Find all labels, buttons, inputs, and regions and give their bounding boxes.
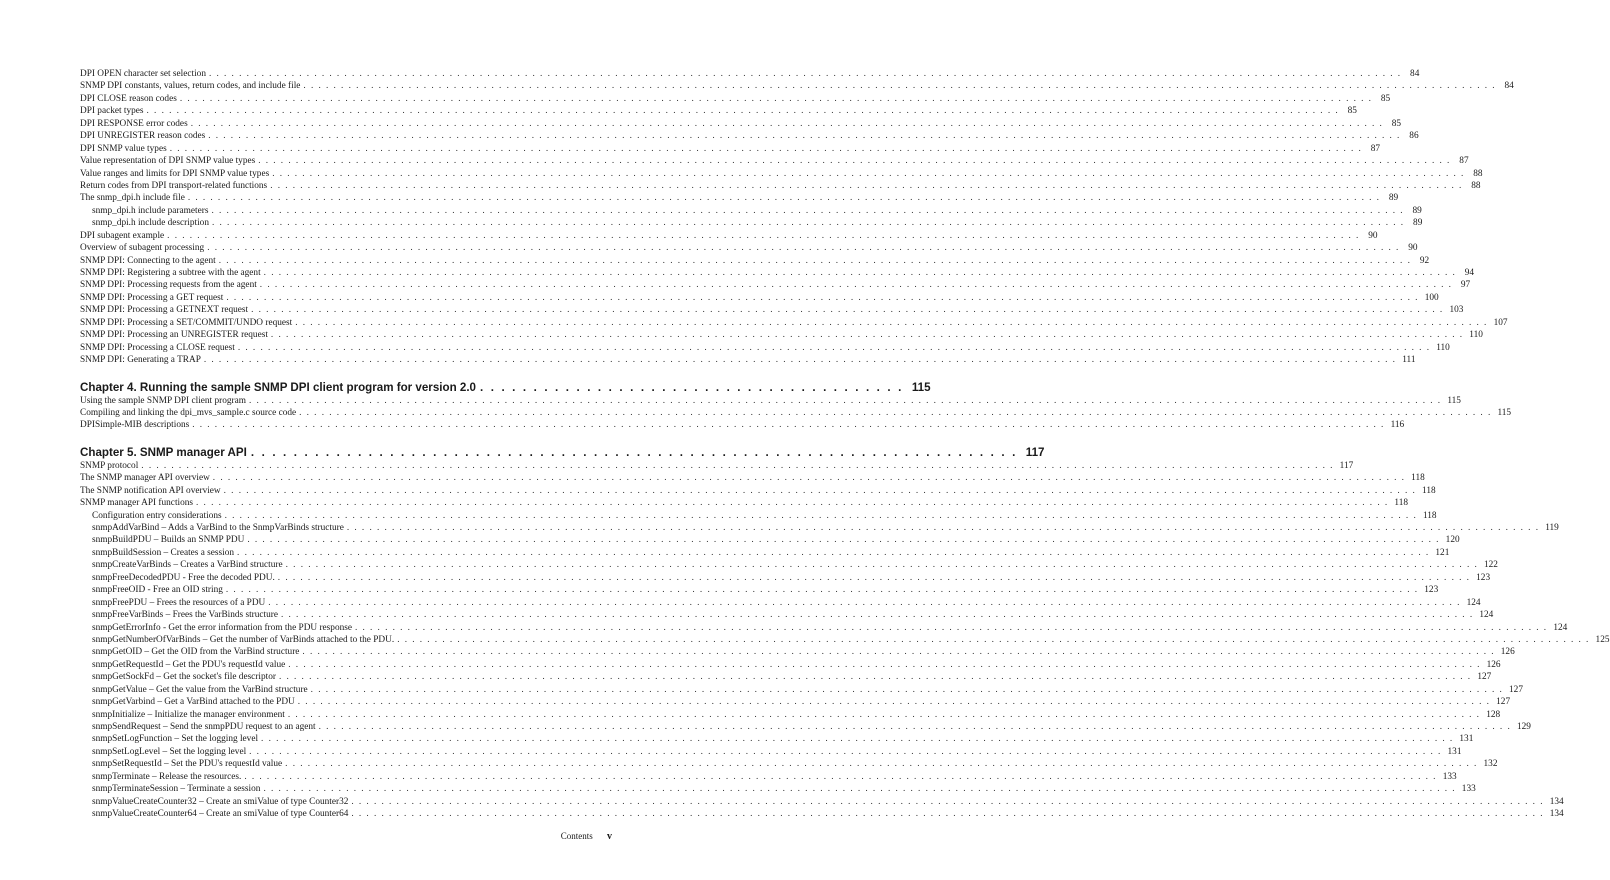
dot-leader: ............................................................................................................................................................... [141,460,1338,471]
toc-entry-page-number: 88 [1471,180,1481,191]
toc-entry-page-number: 118 [1411,473,1425,484]
toc-entry-page-number: 126 [1500,647,1515,658]
toc-entry-page-number: 131 [1459,734,1474,745]
toc-entry-title: snmpSetRequestId – Set the PDU's requestId value [92,759,283,770]
toc-entry-page-number: 115 [1497,407,1512,418]
toc-entry-page-number: 132 [1483,759,1498,770]
toc-entry-title: Configuration entry considerations [92,510,222,521]
toc-entry-title: DPI UNREGISTER reason codes [80,131,206,142]
dot-leader: ............................................................................................................................................................... [179,93,1377,104]
toc-entry-title: snmpGetSockFd – Get the socket's file descriptor [92,672,276,683]
dot-leader: ............................................................................................................................................................... [225,585,1423,596]
toc-entry[interactable] [80,217,1423,229]
chapter-title: Chapter 4. Running the sample SNMP DPI client program for version 2.0 [80,380,476,394]
dot-leader: ............................................................................................................................................................... [223,485,1421,496]
toc-entry-title: SNMP DPI: Processing a GETNEXT request [80,305,249,316]
toc-entry-page-number: 134 [1549,796,1564,807]
toc-entry-page-number: 84 [1504,81,1514,92]
toc-entry-page-number: 110 [1436,342,1450,353]
toc-entry[interactable] [80,622,1568,634]
toc-section-manager-api [80,460,1610,821]
toc-entry[interactable] [80,143,1381,155]
toc-entry[interactable] [80,304,1464,316]
toc-entry[interactable] [80,242,1418,254]
toc-entry-title: SNMP DPI: Processing a SET/COMMIT/UNDO request [80,317,293,328]
toc-entry-page-number: 90 [1368,230,1378,241]
toc-entry-title: snmpFreePDU – Frees the resources of a PDU [92,597,266,608]
toc-entry[interactable] [80,205,1422,217]
dot-leader: ........................................ [480,380,909,394]
dot-leader: ............................................................................................................................................................... [302,647,1499,658]
toc-entry[interactable] [80,733,1474,745]
toc-entry[interactable] [80,497,1408,509]
dot-leader: ............................................................................................................................................................... [167,230,1364,241]
dot-leader: ............................................................................................................................................................... [259,280,1457,291]
toc-entry-title: snmpGetOID – Get the OID from the VarBind structure [92,647,300,658]
toc-entry-page-number: 129 [1516,722,1531,732]
dot-leader: ............................................................................................................................................................... [351,809,1548,820]
toc-entry-page-number: 110 [1469,330,1483,341]
toc-entry[interactable] [80,80,1514,92]
toc-entry-page-number: 107 [1493,317,1508,328]
toc-entry-title: DPI CLOSE reason codes [80,93,177,104]
toc-entry-title: Value ranges and limits for DPI SNMP value types [80,168,270,179]
dot-leader: ............................................................................................................................................................... [287,709,1485,720]
toc-entry[interactable] [80,659,1501,671]
dot-leader: ............................................................................................................................................................... [310,684,1508,695]
dot-leader: ............................................................................................................................................................... [299,407,1496,418]
toc-entry[interactable] [80,808,1564,820]
toc-entry[interactable] [80,796,1564,808]
dot-leader: ............................................................................................................................................................... [190,118,1388,129]
toc-entry-page-number: 92 [1419,255,1430,266]
dot-leader: ............................................................................................................................................................... [281,610,1478,621]
toc-entry-title: The SNMP notification API overview [80,485,221,496]
toc-entry-title: snmp_dpi.h include parameters [92,205,209,216]
toc-entry[interactable] [80,547,1450,559]
toc-entry-title: SNMP DPI: Processing an UNREGISTER request [80,330,268,341]
toc-entry-page-number: 87 [1459,156,1469,167]
toc-entry-page-number: 127 [1477,672,1492,683]
toc-entry-page-number: 97 [1460,280,1471,291]
toc-section-dpi [80,68,1514,367]
toc-entry-page-number: 100 [1424,292,1439,303]
toc-entry-page-number: 117 [1339,460,1354,471]
dot-leader: ............................................................................................................................................................... [208,69,1406,79]
toc-entry-title: DPI packet types [80,106,144,117]
toc-entry-title: snmpFreeOID - Free an OID string [92,585,223,596]
page-footer [561,831,612,842]
toc-entry[interactable] [80,597,1481,609]
dot-leader: ............................................................................................................................................................... [397,634,1594,645]
toc-entry[interactable] [80,646,1515,658]
toc-entry[interactable] [80,317,1508,329]
toc-entry-title: DPI subagent example [80,230,165,241]
toc-entry-page-number: 118 [1394,498,1408,509]
dot-leader: ............................................................................................................................................................... [211,218,1409,229]
dot-leader: ............................................................................................................................................................... [318,722,1515,732]
dot-leader: ............................................................................................................................................................... [169,143,1367,154]
toc-entry-page-number: 124 [1466,597,1481,608]
footer-label: Contents [560,831,593,841]
dot-leader: ............................................................................................................................................................... [218,255,1416,266]
toc-entry-title: snmpTerminate – Release the resources. [92,771,242,782]
toc-entry-title: SNMP DPI: Processing a CLOSE request [80,342,235,353]
dot-leader: ............................................................................................................................................................... [297,697,1495,708]
toc-entry-title: snmpValueCreateCounter32 – Create an smiValue of type Counter32 [92,796,349,807]
toc-entry-page-number: 121 [1435,547,1450,558]
toc-entry[interactable] [80,721,1531,733]
toc-entry-page-number: 85 [1380,93,1391,104]
toc-entry[interactable] [80,746,1462,758]
dot-leader: ............................................................................................................................................................... [196,498,1393,509]
dot-leader: ............................................................................................................................................................... [346,523,1544,533]
toc-entry[interactable] [80,534,1460,546]
dot-leader: ............................................................................................................................................................... [192,420,1389,431]
toc-entry[interactable] [80,192,1399,204]
dot-leader: ............................................................................................................................................................... [285,560,1482,571]
toc-entry-page-number: 86 [1409,131,1419,142]
toc-entry-title: SNMP protocol [80,460,139,471]
toc-entry[interactable] [80,292,1439,304]
toc-entry-page-number: 133 [1442,771,1457,782]
toc-entry-page-number: 134 [1549,809,1564,820]
toc-entry-title: Compiling and linking the dpi_mvs_sample.c source code [80,407,297,418]
dot-leader: ............................................................................................................................................................... [351,796,1548,807]
toc-entry-page-number: 90 [1408,243,1418,254]
toc-entry-title: DPI RESPONSE error codes [80,118,188,129]
toc-entry-page-number: 111 [1402,355,1416,366]
dot-leader: ............................................................................................................................................................... [263,784,1460,795]
toc-entry[interactable] [80,460,1354,472]
dot-leader: ............................................................................................................................................................... [208,131,1405,142]
toc-entry-page-number: 127 [1496,697,1511,708]
toc-entry-page-number: 127 [1509,684,1523,695]
toc-entry[interactable] [80,671,1492,683]
toc-entry-title: snmpBuildSession – Creates a session [92,547,235,558]
toc-entry-title: SNMP DPI: Registering a subtree with the agent [80,268,261,278]
toc-entry[interactable] [80,68,1420,80]
toc-entry-title: DPISimple-MIB descriptions [80,420,190,431]
toc-entry[interactable] [80,230,1378,242]
toc-entry-page-number: 131 [1447,746,1462,757]
dot-leader: ............................................................................................................................................................... [226,292,1423,303]
toc-entry[interactable] [80,696,1511,708]
toc-entry-title: snmpSendRequest – Send the snmpPDU request to an agent [92,722,316,732]
dot-leader: ............................................................................................................................................................... [224,510,1421,521]
toc-entry[interactable] [80,155,1469,167]
toc-entry-title: DPI SNMP value types [80,143,167,154]
toc-entry-page-number: 126 [1486,659,1501,670]
dot-leader: ............................................................................................................................................................... [285,759,1482,770]
dot-leader: ............................................................................................................................................................... [263,268,1461,278]
toc-entry[interactable] [80,279,1471,291]
toc-entry[interactable] [80,472,1425,484]
toc-entry[interactable] [80,559,1498,571]
chapter-page-number: 115 [911,380,931,394]
toc-entry-page-number: 118 [1422,485,1436,496]
toc-entry[interactable] [80,758,1498,770]
chapter-5-heading[interactable] [80,445,1045,460]
dot-leader: ............................................................................................................................................................... [237,547,1434,558]
dot-leader: ............................................................................................................................................................... [288,659,1485,670]
toc-entry-page-number: 89 [1412,205,1422,216]
dot-leader: ............................................................................................................................................................... [277,572,1475,583]
toc-entry[interactable] [80,771,1457,783]
toc-entry-title: snmpSetLogFunction – Set the logging level [92,734,259,745]
toc-entry-title: The SNMP manager API overview [80,473,210,484]
toc-entry[interactable] [80,168,1483,180]
toc-entry[interactable] [80,634,1610,646]
toc-entry-title: The snmp_dpi.h include file [80,193,185,204]
toc-entry-page-number: 120 [1445,535,1460,546]
toc-entry[interactable] [80,93,1391,105]
dot-leader: ............................................................................................................................................................... [258,156,1455,167]
toc-entry-page-number: 128 [1486,709,1501,720]
dot-leader: ............................................................................................................................................................... [207,243,1404,254]
toc-entry-page-number: 85 [1347,106,1357,117]
dot-leader: ............................................................................................................................................................... [249,746,1446,757]
dot-leader: ........................................................................ [250,445,1023,459]
dot-leader: ............................................................................................................................................................... [146,106,1343,117]
toc-entry-title: snmpGetErrorInfo - Get the error information from the PDU response [92,622,352,633]
toc-entry-title: SNMP DPI: Processing requests from the agent [80,280,257,291]
dot-leader: ............................................................................................................................................................... [247,535,1444,546]
toc-entry-title: snmpSetLogLevel – Set the logging level [92,746,247,757]
toc-entry-title: snmpGetValue – Get the value from the VarBind structure [92,684,308,695]
toc-entry[interactable] [80,783,1476,795]
toc-entry-title: SNMP DPI: Generating a TRAP [80,355,201,366]
toc-entry[interactable] [80,522,1559,534]
toc-entry-page-number: 123 [1476,572,1491,583]
toc-entry-page-number: 124 [1479,610,1494,621]
toc-entry[interactable] [80,407,1512,419]
footer-page-number: v [607,831,612,842]
toc-entry-title: snmpBuildPDU – Builds an SNMP PDU [92,535,245,546]
toc-entry-title: snmpTerminateSession – Terminate a session [92,784,261,795]
toc-entry-title: snmpValueCreateCounter64 – Create an smiValue of type Counter64 [92,809,349,820]
toc-entry-title: Return codes from DPI transport-related functions [80,180,268,191]
dot-leader: ............................................................................................................................................................... [354,622,1552,633]
toc-entry[interactable] [80,419,1405,431]
toc-entry-page-number: 124 [1553,622,1568,633]
dot-leader: ............................................................................................................................................................... [244,771,1441,782]
dot-leader: ............................................................................................................................................................... [272,168,1469,179]
toc-entry-page-number: 94 [1464,268,1475,278]
toc-entry-title: SNMP manager API functions [80,498,194,509]
toc-section-sample-client [80,395,1512,432]
toc-entry-title: snmpAddVarBind – Adds a VarBind to the SnmpVarBinds structure [92,523,344,533]
toc-entry[interactable] [80,105,1357,117]
toc-entry-page-number: 125 [1595,634,1610,645]
toc-entry-page-number: 87 [1370,143,1381,154]
toc-entry[interactable] [80,395,1461,407]
toc-entry-page-number: 123 [1424,585,1439,596]
dot-leader: ............................................................................................................................................................... [261,734,1458,745]
dot-leader: ............................................................................................................................................................... [212,473,1410,484]
toc-entry[interactable] [80,584,1439,596]
toc-entry-page-number: 89 [1388,193,1399,204]
toc-entry-title: SNMP DPI: Processing a GET request [80,292,224,303]
chapter-page-number: 117 [1025,445,1045,459]
toc-entry-page-number: 84 [1410,69,1420,79]
toc-entry-title: snmpFreeDecodedPDU - Free the decoded PDU. [92,572,275,583]
toc-entry[interactable] [80,329,1483,341]
toc-entry-title: Using the sample SNMP DPI client program [80,395,246,406]
toc-entry-title: Value representation of DPI SNMP value types [80,156,256,167]
toc-entry[interactable] [80,485,1436,497]
toc-entry-title: snmpGetRequestId – Get the PDU's requestId value [92,659,286,670]
toc-entry[interactable] [80,255,1430,267]
dot-leader: ............................................................................................................................................................... [248,395,1446,406]
dot-leader: ............................................................................................................................................................... [278,672,1476,683]
toc-entry[interactable] [80,609,1494,621]
toc-entry-page-number: 89 [1413,218,1423,229]
toc-entry-page-number: 118 [1422,510,1437,521]
toc-entry-page-number: 133 [1461,784,1476,795]
chapter-title: Chapter 5. SNMP manager API [80,445,247,459]
toc-entry-title: snmpCreateVarBinds – Creates a VarBind structure [92,560,283,571]
toc-entry-title: SNMP DPI: Connecting to the agent [80,255,216,266]
dot-leader: ............................................................................................................................................................... [270,180,1467,191]
toc-entry[interactable] [80,342,1450,354]
toc-entry-title: Overview of subagent processing [80,243,205,254]
dot-leader: ............................................................................................................................................................... [270,330,1468,341]
dot-leader: ............................................................................................................................................................... [211,205,1408,216]
toc-entry-page-number: 115 [1447,395,1461,406]
toc-entry[interactable] [80,180,1481,192]
dot-leader: ............................................................................................................................................................... [203,355,1401,366]
toc-entry-page-number: 103 [1449,305,1464,316]
toc-entry-title: SNMP DPI constants, values, return codes, and include file [80,81,301,92]
dot-leader: ............................................................................................................................................................... [303,81,1500,92]
toc-entry-title: snmp_dpi.h include description [92,218,209,229]
toc-entry-title: snmpFreeVarBinds – Frees the VarBinds structure [92,610,278,621]
toc-entry[interactable] [80,354,1416,366]
chapter-4-heading[interactable] [80,380,931,395]
toc-entry-title: snmpGetNumberOfVarBinds – Get the number of VarBinds attached to the PDU. [92,634,395,645]
toc-entry-title: snmpInitialize – Initialize the manager environment [92,709,285,720]
toc-entry-page-number: 88 [1473,168,1483,179]
dot-leader: ............................................................................................................................................................... [295,317,1492,328]
dot-leader: ............................................................................................................................................................... [237,342,1435,353]
toc-entry-page-number: 122 [1484,560,1498,571]
dot-leader: ............................................................................................................................................................... [187,193,1385,204]
toc-entry-title: DPI OPEN character set selection [80,69,206,79]
toc-entry-page-number: 119 [1545,523,1559,533]
toc-entry[interactable] [80,118,1402,130]
toc-entry[interactable] [80,572,1491,584]
table-of-contents [80,68,1610,821]
toc-entry[interactable] [80,709,1501,721]
toc-entry[interactable] [80,684,1523,696]
toc-entry[interactable] [80,130,1419,142]
dot-leader: ............................................................................................................................................................... [251,305,1448,316]
toc-entry-page-number: 85 [1391,118,1402,129]
toc-entry[interactable] [80,510,1437,522]
dot-leader: ............................................................................................................................................................... [268,597,1465,608]
toc-entry-page-number: 116 [1390,420,1405,431]
toc-entry[interactable] [80,267,1475,279]
toc-entry-title: snmpGetVarbind – Get a VarBind attached to the PDU [92,697,295,708]
